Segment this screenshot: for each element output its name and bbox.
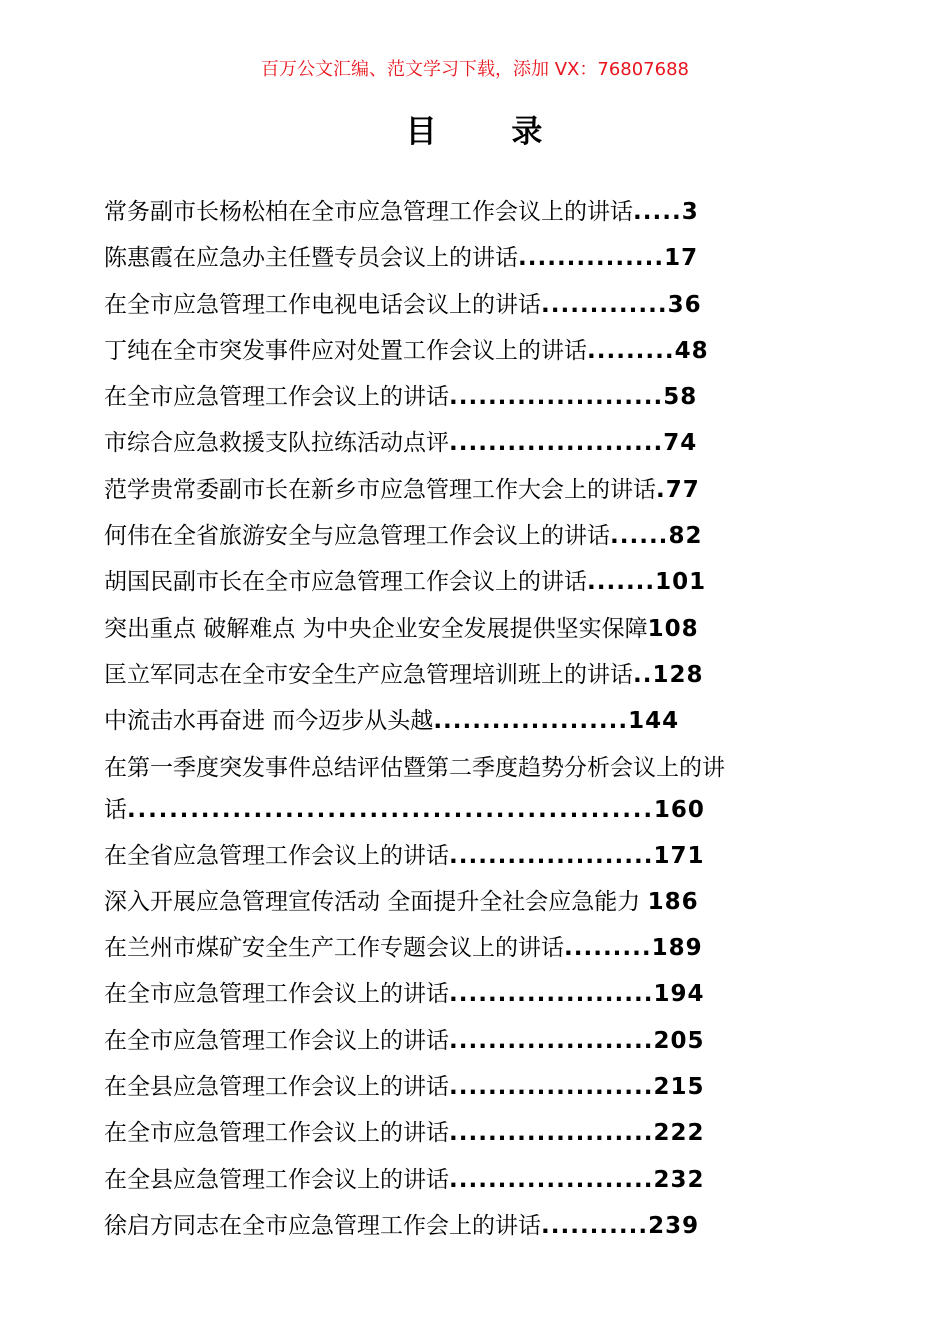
toc-entry-page-number: 108 <box>647 615 699 642</box>
toc-entry-title: 匡立军同志在全市安全生产应急管理培训班上的讲话 <box>104 661 633 688</box>
toc-entry-title: 胡国民副市长在全市应急管理工作会议上的讲话 <box>104 569 587 596</box>
toc-entry-page-number: 17 <box>664 245 699 272</box>
toc-entry-page-number: 160 <box>653 796 705 823</box>
toc-entry-leader-dots: ..................... <box>449 1074 654 1101</box>
toc-entry-title: 何伟在全省旅游安全与应急管理工作会议上的讲话 <box>104 523 610 550</box>
toc-entry-title: 在全县应急管理工作会议上的讲话 <box>104 1166 449 1193</box>
toc-entry-page-number: 189 <box>651 935 703 962</box>
toc-entry-title: 在全市应急管理工作会议上的讲话 <box>104 384 449 411</box>
toc-entry-page-number: 205 <box>653 1027 705 1054</box>
toc-entry-title: 在全省应急管理工作会议上的讲话 <box>104 842 449 869</box>
toc-entry[interactable] <box>104 235 864 281</box>
toc-list <box>104 189 864 1249</box>
toc-entry[interactable] <box>104 1018 864 1064</box>
toc-entry-page-number: 101 <box>655 569 707 596</box>
toc-entry-page-number: 36 <box>667 291 702 318</box>
toc-entry[interactable] <box>104 328 864 374</box>
toc-entry-page-number: 186 <box>647 888 699 915</box>
toc-entry-leader-dots: ..................... <box>449 1166 654 1193</box>
toc-entry[interactable] <box>104 467 864 513</box>
toc-entry-title: 突出重点 破解难点 为中央企业安全发展提供坚实保障 <box>104 615 648 642</box>
toc-entry-page-number: 74 <box>663 430 698 457</box>
toc-entry[interactable] <box>104 698 864 744</box>
toc-entry-leader-dots: ......... <box>564 935 652 962</box>
toc-entry[interactable] <box>104 833 864 879</box>
toc-entry[interactable] <box>104 925 864 971</box>
toc-entry[interactable] <box>104 1064 864 1110</box>
toc-entry-leader-dots: ....... <box>587 569 656 596</box>
header-note: 百万公文汇编、范文学习下载，添加 VX：76807688 <box>261 59 689 80</box>
toc-entry-leader-dots: .................... <box>433 708 629 735</box>
toc-entry-leader-dots: ........... <box>541 1212 649 1239</box>
toc-entry[interactable] <box>104 189 864 235</box>
toc-entry-leader-dots: ............. <box>541 291 668 318</box>
toc-entry-title: 在全市应急管理工作会议上的讲话 <box>104 1120 449 1147</box>
toc-entry-leader-dots: . <box>656 476 666 503</box>
toc-entry-title: 市综合应急救援支队拉练活动点评 <box>104 430 449 457</box>
toc-entry-title: 在全县应急管理工作会议上的讲话 <box>104 1074 449 1101</box>
toc-entry-leader-dots: .................................................. <box>127 796 654 823</box>
toc-entry[interactable] <box>104 1157 864 1203</box>
toc-entry[interactable] <box>104 971 864 1017</box>
toc-entry-title: 常务副市长杨松柏在全市应急管理工作会议上的讲话 <box>104 199 633 225</box>
toc-entry-title: 徐启方同志在全市应急管理工作会上的讲话 <box>104 1212 541 1239</box>
toc-entry-leader-dots: ..................... <box>449 1120 654 1147</box>
toc-entry-page-number: 194 <box>653 981 705 1008</box>
toc-entry[interactable] <box>104 420 864 466</box>
toc-entry[interactable] <box>104 374 864 420</box>
toc-entry-leader-dots: ...... <box>610 523 669 550</box>
toc-entry-leader-dots: ..................... <box>449 981 654 1008</box>
toc-entry-leader-dots: ..................... <box>449 1027 654 1054</box>
toc-entry-page-number: 171 <box>653 842 705 869</box>
toc-entry-page-number: 58 <box>663 384 698 411</box>
toc-entry-title: 在兰州市煤矿安全生产工作专题会议上的讲话 <box>104 935 564 962</box>
toc-entry-page-number: 48 <box>674 337 709 364</box>
toc-title: 目 录 <box>405 114 575 150</box>
toc-entry-page-number: 144 <box>628 708 680 735</box>
toc-entry[interactable] <box>104 559 864 605</box>
toc-entry-leader-dots: ...................... <box>449 384 664 411</box>
toc-entry[interactable] <box>104 879 864 925</box>
toc-entry-page-number: 222 <box>653 1120 705 1147</box>
toc-entry-page-number: 3 <box>681 199 699 225</box>
toc-entry-page-number: 77 <box>665 476 700 503</box>
toc-entry-page-number: 128 <box>652 661 704 688</box>
toc-entry[interactable] <box>104 1110 864 1156</box>
toc-entry[interactable] <box>104 606 864 652</box>
toc-entry-title: 深入开展应急管理宣传活动 全面提升全社会应急能力 <box>104 888 648 915</box>
toc-entry-page-number: 232 <box>653 1166 705 1193</box>
toc-entry[interactable] <box>104 747 849 831</box>
toc-entry-title: 丁纯在全市突发事件应对处置工作会议上的讲话 <box>104 337 587 364</box>
toc-entry-page-number: 215 <box>653 1074 705 1101</box>
toc-entry[interactable] <box>104 1203 864 1249</box>
toc-entry-title: 在全市应急管理工作会议上的讲话 <box>104 981 449 1008</box>
toc-entry-leader-dots: ......... <box>587 337 675 364</box>
toc-entry-title: 在全市应急管理工作电视电话会议上的讲话 <box>104 291 541 318</box>
toc-entry-leader-dots: ..... <box>633 199 682 225</box>
toc-entry[interactable] <box>104 513 864 559</box>
toc-entry-title: 中流击水再奋进 而今迈步从头越 <box>104 708 434 735</box>
toc-entry-leader-dots: .. <box>633 661 653 688</box>
toc-entry-leader-dots: ............... <box>518 245 665 272</box>
toc-entry-title: 在全市应急管理工作会议上的讲话 <box>104 1027 449 1054</box>
toc-entry-leader-dots: ...................... <box>449 430 664 457</box>
toc-entry-title: 范学贵常委副市长在新乡市应急管理工作大会上的讲话 <box>104 476 656 503</box>
toc-entry-page-number: 239 <box>648 1212 700 1239</box>
toc-entry[interactable] <box>104 652 864 698</box>
toc-entry-title: 陈惠霞在应急办主任暨专员会议上的讲话 <box>104 245 518 272</box>
toc-entry-title: 在第一季度突发事件总结评估暨第二季度趋势分析会议上的讲话 <box>104 754 725 823</box>
toc-entry[interactable] <box>104 282 864 328</box>
toc-entry-leader-dots: ..................... <box>449 842 654 869</box>
toc-entry-page-number: 82 <box>668 523 703 550</box>
